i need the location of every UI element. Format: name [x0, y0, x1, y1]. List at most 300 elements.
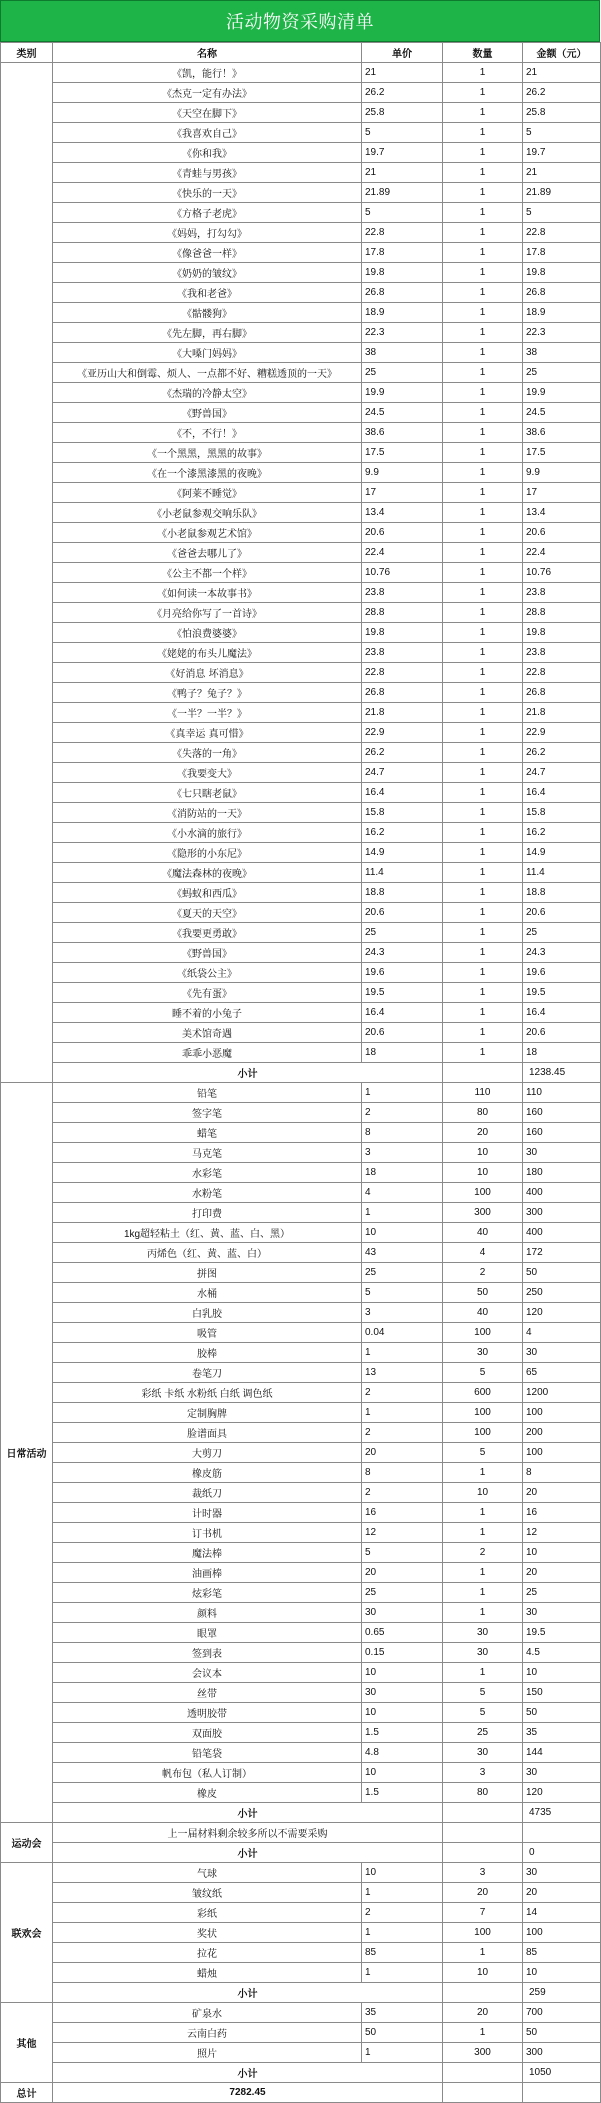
- item-amount: 20.6: [523, 1023, 601, 1043]
- item-amount: 18.8: [523, 883, 601, 903]
- item-name: 蜡笔: [53, 1123, 362, 1143]
- item-quantity: 1: [443, 1043, 523, 1063]
- table-row: [1, 403, 601, 423]
- table-row: [1, 1643, 601, 1663]
- item-amount: 22.8: [523, 223, 601, 243]
- header-category: 类别: [1, 43, 53, 63]
- item-amount: 19.6: [523, 963, 601, 983]
- item-amount: 200: [523, 1423, 601, 1443]
- item-name: 《小老鼠参观艺术馆》: [53, 523, 362, 543]
- item-quantity: 1: [443, 883, 523, 903]
- item-name: 睡不着的小兔子: [53, 1003, 362, 1023]
- item-quantity: 1: [443, 703, 523, 723]
- item-name: 油画棒: [53, 1563, 362, 1583]
- item-amount: 120: [523, 1303, 601, 1323]
- item-name: 水粉笔: [53, 1183, 362, 1203]
- table-row: [1, 1023, 601, 1043]
- item-name: 《杰克一定有办法》: [53, 83, 362, 103]
- item-amount: 26.8: [523, 683, 601, 703]
- item-name: 1kg超轻粘土（红、黄、蓝、白、黑）: [53, 1223, 362, 1243]
- item-unit-price: 19.8: [362, 623, 443, 643]
- item-quantity: 1: [443, 623, 523, 643]
- item-unit-price: 25: [362, 1583, 443, 1603]
- table-row: [1, 2043, 601, 2063]
- table-row: [1, 803, 601, 823]
- item-quantity: 1: [443, 863, 523, 883]
- item-name: 颜料: [53, 1603, 362, 1623]
- item-name: 《七只瞎老鼠》: [53, 783, 362, 803]
- total-label: 总计: [1, 2083, 53, 2103]
- empty-cell: [443, 2063, 523, 2083]
- header-name: 名称: [53, 43, 362, 63]
- item-quantity: 30: [443, 1623, 523, 1643]
- item-amount: 250: [523, 1283, 601, 1303]
- item-name: 双面胶: [53, 1723, 362, 1743]
- table-row: [1, 183, 601, 203]
- empty-cell: [443, 1803, 523, 1823]
- item-name: 乖乖小恶魔: [53, 1043, 362, 1063]
- table-row: [1, 103, 601, 123]
- item-name: 《我要变大》: [53, 763, 362, 783]
- table-row: [1, 483, 601, 503]
- item-quantity: 1: [443, 763, 523, 783]
- item-unit-price: 28.8: [362, 603, 443, 623]
- item-quantity: 300: [443, 2043, 523, 2063]
- item-quantity: 1: [443, 583, 523, 603]
- empty-cell: [443, 2083, 523, 2103]
- table-row: [1, 443, 601, 463]
- table-row: [1, 563, 601, 583]
- item-name: 《亚历山大和倒霉、烦人、一点都不好、糟糕透顶的一天》: [53, 363, 362, 383]
- total-row: [1, 2083, 601, 2103]
- subtotal-value: 0: [523, 1843, 601, 1863]
- table-row: [1, 1903, 601, 1923]
- table-row: [1, 1963, 601, 1983]
- item-amount: 17.8: [523, 243, 601, 263]
- item-quantity: 50: [443, 1283, 523, 1303]
- item-name: 马克笔: [53, 1143, 362, 1163]
- item-name: 《爸爸去哪儿了》: [53, 543, 362, 563]
- item-name: 帆布包（私人订制）: [53, 1763, 362, 1783]
- item-name: 计时器: [53, 1503, 362, 1523]
- item-unit-price: 20: [362, 1563, 443, 1583]
- item-name: 《奶奶的皱纹》: [53, 263, 362, 283]
- item-amount: 100: [523, 1403, 601, 1423]
- item-name: 《野兽国》: [53, 403, 362, 423]
- item-quantity: 1: [443, 1523, 523, 1543]
- item-name: 拼图: [53, 1263, 362, 1283]
- item-unit-price: 4.8: [362, 1743, 443, 1763]
- table-row: [1, 1383, 601, 1403]
- item-amount: 144: [523, 1743, 601, 1763]
- table-row: [1, 1923, 601, 1943]
- table-row: [1, 1283, 601, 1303]
- item-name: 大剪刀: [53, 1443, 362, 1463]
- item-amount: 300: [523, 2043, 601, 2063]
- item-unit-price: 4: [362, 1183, 443, 1203]
- table-row: [1, 1443, 601, 1463]
- item-unit-price: 23.8: [362, 643, 443, 663]
- item-unit-price: 0.65: [362, 1623, 443, 1643]
- item-name: 胶棒: [53, 1343, 362, 1363]
- table-row: [1, 463, 601, 483]
- item-amount: 19.8: [523, 263, 601, 283]
- table-row: [1, 1463, 601, 1483]
- item-amount: 22.9: [523, 723, 601, 743]
- item-amount: 24.7: [523, 763, 601, 783]
- item-quantity: 40: [443, 1223, 523, 1243]
- item-name: 水桶: [53, 1283, 362, 1303]
- item-quantity: 1: [443, 563, 523, 583]
- item-unit-price: 16.4: [362, 783, 443, 803]
- item-amount: 16: [523, 1503, 601, 1523]
- item-quantity: 1: [443, 743, 523, 763]
- table-row: [1, 423, 601, 443]
- table-row: [1, 1783, 601, 1803]
- item-unit-price: 0.15: [362, 1643, 443, 1663]
- item-amount: 23.8: [523, 583, 601, 603]
- table-row: [1, 1003, 601, 1023]
- item-unit-price: 26.8: [362, 283, 443, 303]
- item-unit-price: 10: [362, 1763, 443, 1783]
- item-quantity: 30: [443, 1643, 523, 1663]
- item-unit-price: 22.3: [362, 323, 443, 343]
- item-amount: 38: [523, 343, 601, 363]
- item-amount: 85: [523, 1943, 601, 1963]
- item-quantity: 1: [443, 1603, 523, 1623]
- item-amount: 150: [523, 1683, 601, 1703]
- item-name: 丝带: [53, 1683, 362, 1703]
- item-quantity: 3: [443, 1863, 523, 1883]
- item-quantity: 1: [443, 803, 523, 823]
- item-unit-price: 23.8: [362, 583, 443, 603]
- item-amount: 700: [523, 2003, 601, 2023]
- item-unit-price: 43: [362, 1243, 443, 1263]
- item-quantity: 1: [443, 983, 523, 1003]
- item-amount: 20: [523, 1483, 601, 1503]
- item-unit-price: 13.4: [362, 503, 443, 523]
- item-quantity: 1: [443, 463, 523, 483]
- item-amount: 400: [523, 1223, 601, 1243]
- table-row: [1, 1263, 601, 1283]
- item-unit-price: 5: [362, 1283, 443, 1303]
- item-name: 《月亮给你写了一首诗》: [53, 603, 362, 623]
- table-row: [1, 623, 601, 643]
- item-quantity: 20: [443, 1123, 523, 1143]
- table-row: [1, 2003, 601, 2023]
- item-unit-price: 12: [362, 1523, 443, 1543]
- item-unit-price: 24.5: [362, 403, 443, 423]
- item-amount: 30: [523, 1763, 601, 1783]
- item-quantity: 1: [443, 903, 523, 923]
- item-quantity: 1: [443, 363, 523, 383]
- item-name: 《姥姥的布头儿魔法》: [53, 643, 362, 663]
- item-quantity: 5: [443, 1363, 523, 1383]
- item-quantity: 20: [443, 1883, 523, 1903]
- table-row: [1, 1703, 601, 1723]
- item-unit-price: 9.9: [362, 463, 443, 483]
- item-name: 《一半？一半？》: [53, 703, 362, 723]
- item-quantity: 1: [443, 783, 523, 803]
- item-amount: 25: [523, 923, 601, 943]
- item-quantity: 1: [443, 423, 523, 443]
- item-amount: 22.8: [523, 663, 601, 683]
- item-amount: 26.2: [523, 743, 601, 763]
- header-row: [1, 43, 601, 63]
- item-unit-price: 11.4: [362, 863, 443, 883]
- item-name: 《一个黑黑，黑黑的故事》: [53, 443, 362, 463]
- item-unit-price: 25.8: [362, 103, 443, 123]
- category-cell: 运动会: [1, 1823, 53, 1863]
- item-quantity: 100: [443, 1423, 523, 1443]
- table-row: [1, 1203, 601, 1223]
- item-unit-price: 15.8: [362, 803, 443, 823]
- item-amount: 400: [523, 1183, 601, 1203]
- item-amount: 19.8: [523, 623, 601, 643]
- item-unit-price: 2: [362, 1383, 443, 1403]
- table-row: [1, 1123, 601, 1143]
- item-amount: 16.2: [523, 823, 601, 843]
- table-row: [1, 863, 601, 883]
- item-name: 《快乐的一天》: [53, 183, 362, 203]
- item-name: 签字笔: [53, 1103, 362, 1123]
- item-name: 《凯，能行！》: [53, 63, 362, 83]
- item-name: 《妈妈，打勾勾》: [53, 223, 362, 243]
- item-quantity: 100: [443, 1323, 523, 1343]
- item-quantity: 10: [443, 1143, 523, 1163]
- item-quantity: 3: [443, 1763, 523, 1783]
- table-row: [1, 1723, 601, 1743]
- item-quantity: 1: [443, 303, 523, 323]
- item-name: 《骷髅狗》: [53, 303, 362, 323]
- item-name: 《青蛙与男孩》: [53, 163, 362, 183]
- item-amount: 160: [523, 1123, 601, 1143]
- item-quantity: 1: [443, 383, 523, 403]
- item-unit-price: 38: [362, 343, 443, 363]
- item-name: 《先左脚，再右脚》: [53, 323, 362, 343]
- table-row: [1, 1223, 601, 1243]
- subtotal-value: 259: [523, 1983, 601, 2003]
- item-name: 订书机: [53, 1523, 362, 1543]
- item-amount: 12: [523, 1523, 601, 1543]
- table-row: [1, 1863, 601, 1883]
- table-row: [1, 1663, 601, 1683]
- category-cell: 联欢会: [1, 1863, 53, 2003]
- item-amount: 120: [523, 1783, 601, 1803]
- item-name: 《不，不行！》: [53, 423, 362, 443]
- table-row: [1, 1743, 601, 1763]
- item-quantity: 1: [443, 123, 523, 143]
- item-unit-price: 1: [362, 2043, 443, 2063]
- table-row: [1, 1363, 601, 1383]
- item-quantity: 1: [443, 443, 523, 463]
- category-cell: 日常活动: [1, 1083, 53, 1823]
- item-name: 奖状: [53, 1923, 362, 1943]
- item-name: 《怕浪费婆婆》: [53, 623, 362, 643]
- table-row: [1, 83, 601, 103]
- item-unit-price: 18: [362, 1163, 443, 1183]
- table-row: [1, 243, 601, 263]
- table-row: [1, 1603, 601, 1623]
- item-name: 照片: [53, 2043, 362, 2063]
- item-name: 打印费: [53, 1203, 362, 1223]
- table-row: [1, 1303, 601, 1323]
- item-quantity: 1: [443, 223, 523, 243]
- item-unit-price: 1: [362, 1203, 443, 1223]
- table-row: [1, 1543, 601, 1563]
- item-amount: 25: [523, 363, 601, 383]
- item-quantity: 10: [443, 1963, 523, 1983]
- item-quantity: 20: [443, 2003, 523, 2023]
- item-name: 定制胸牌: [53, 1403, 362, 1423]
- item-quantity: 10: [443, 1163, 523, 1183]
- item-amount: 25.8: [523, 103, 601, 123]
- item-amount: 10: [523, 1663, 601, 1683]
- item-unit-price: 2: [362, 1903, 443, 1923]
- table-row: [1, 643, 601, 663]
- item-quantity: 1: [443, 243, 523, 263]
- subtotal-value: 4735: [523, 1803, 601, 1823]
- item-unit-price: 14.9: [362, 843, 443, 863]
- item-quantity: 1: [443, 503, 523, 523]
- item-amount: 110: [523, 1083, 601, 1103]
- table-row: [1, 983, 601, 1003]
- item-amount: 19.9: [523, 383, 601, 403]
- item-unit-price: 19.6: [362, 963, 443, 983]
- item-quantity: 1: [443, 483, 523, 503]
- table-row: [1, 123, 601, 143]
- item-amount: 21: [523, 63, 601, 83]
- item-unit-price: 1: [362, 1883, 443, 1903]
- item-name: 云南白药: [53, 2023, 362, 2043]
- item-amount: 20: [523, 1883, 601, 1903]
- table-row: [1, 763, 601, 783]
- item-unit-price: 18.9: [362, 303, 443, 323]
- item-quantity: 5: [443, 1443, 523, 1463]
- table-row: [1, 723, 601, 743]
- item-unit-price: 3: [362, 1303, 443, 1323]
- item-amount: 20: [523, 1563, 601, 1583]
- item-amount: 180: [523, 1163, 601, 1183]
- header-quantity: 数量: [443, 43, 523, 63]
- empty-cell: [523, 2083, 601, 2103]
- table-row: [1, 1403, 601, 1423]
- item-name: 《天空在脚下》: [53, 103, 362, 123]
- item-quantity: 1: [443, 403, 523, 423]
- item-amount: 16.4: [523, 783, 601, 803]
- item-quantity: 100: [443, 1403, 523, 1423]
- item-quantity: 1: [443, 603, 523, 623]
- item-amount: 23.8: [523, 643, 601, 663]
- subtotal-label: 小计: [53, 1803, 443, 1823]
- item-name: 《魔法森林的夜晚》: [53, 863, 362, 883]
- item-quantity: 1: [443, 323, 523, 343]
- table-row: [1, 323, 601, 343]
- table-row: [1, 163, 601, 183]
- item-unit-price: 21.8: [362, 703, 443, 723]
- table-row: [1, 1583, 601, 1603]
- subtotal-row: [1, 1983, 601, 2003]
- item-name: 水彩笔: [53, 1163, 362, 1183]
- item-name: 《失落的一角》: [53, 743, 362, 763]
- subtotal-row: [1, 1803, 601, 1823]
- item-name: 炫彩笔: [53, 1583, 362, 1603]
- item-amount: 300: [523, 1203, 601, 1223]
- item-quantity: 1: [443, 1463, 523, 1483]
- empty-cell: [443, 1063, 523, 1083]
- item-amount: 25: [523, 1583, 601, 1603]
- item-quantity: 1: [443, 683, 523, 703]
- item-unit-price: 25: [362, 363, 443, 383]
- item-amount: 18: [523, 1043, 601, 1063]
- item-amount: 10.76: [523, 563, 601, 583]
- item-amount: 19.5: [523, 1623, 601, 1643]
- table-row: [1, 523, 601, 543]
- item-name: 美术馆奇遇: [53, 1023, 362, 1043]
- item-amount: 160: [523, 1103, 601, 1123]
- item-unit-price: 20.6: [362, 1023, 443, 1043]
- table-row: [1, 343, 601, 363]
- item-amount: 65: [523, 1363, 601, 1383]
- item-quantity: 1: [443, 2023, 523, 2043]
- item-unit-price: 3: [362, 1143, 443, 1163]
- item-quantity: 600: [443, 1383, 523, 1403]
- item-unit-price: 1: [362, 1963, 443, 1983]
- item-unit-price: 2: [362, 1103, 443, 1123]
- item-name: 《我要更勇敢》: [53, 923, 362, 943]
- item-quantity: 300: [443, 1203, 523, 1223]
- item-unit-price: 1: [362, 1403, 443, 1423]
- item-unit-price: 5: [362, 123, 443, 143]
- item-name: 《鸭子？兔子？》: [53, 683, 362, 703]
- table-row: [1, 203, 601, 223]
- item-unit-price: 10.76: [362, 563, 443, 583]
- item-name: 《纸袋公主》: [53, 963, 362, 983]
- item-amount: 35: [523, 1723, 601, 1743]
- item-unit-price: 30: [362, 1603, 443, 1623]
- item-unit-price: 1: [362, 1083, 443, 1103]
- item-unit-price: 17.8: [362, 243, 443, 263]
- table-row: [1, 1183, 601, 1203]
- item-unit-price: 19.5: [362, 983, 443, 1003]
- item-unit-price: 22.8: [362, 223, 443, 243]
- table-body: [1, 63, 601, 2103]
- item-name: 白乳胶: [53, 1303, 362, 1323]
- table-row: [1, 843, 601, 863]
- subtotal-row: [1, 1843, 601, 1863]
- item-unit-price: 24.7: [362, 763, 443, 783]
- item-unit-price: 21.89: [362, 183, 443, 203]
- item-name: 魔法棒: [53, 1543, 362, 1563]
- table-row: [1, 1323, 601, 1343]
- item-unit-price: 13: [362, 1363, 443, 1383]
- table-row: [1, 703, 601, 723]
- item-amount: 100: [523, 1923, 601, 1943]
- item-quantity: 1: [443, 1583, 523, 1603]
- total-value: 7282.45: [53, 2083, 443, 2103]
- table-row: [1, 1483, 601, 1503]
- item-name: 《公主不都一个样》: [53, 563, 362, 583]
- item-unit-price: 22.8: [362, 663, 443, 683]
- item-quantity: 1: [443, 103, 523, 123]
- empty-cell: [523, 1823, 601, 1843]
- item-unit-price: 0.04: [362, 1323, 443, 1343]
- item-name: 会议本: [53, 1663, 362, 1683]
- item-quantity: 1: [443, 823, 523, 843]
- table-row: [1, 283, 601, 303]
- item-unit-price: 2: [362, 1483, 443, 1503]
- item-unit-price: 20: [362, 1443, 443, 1463]
